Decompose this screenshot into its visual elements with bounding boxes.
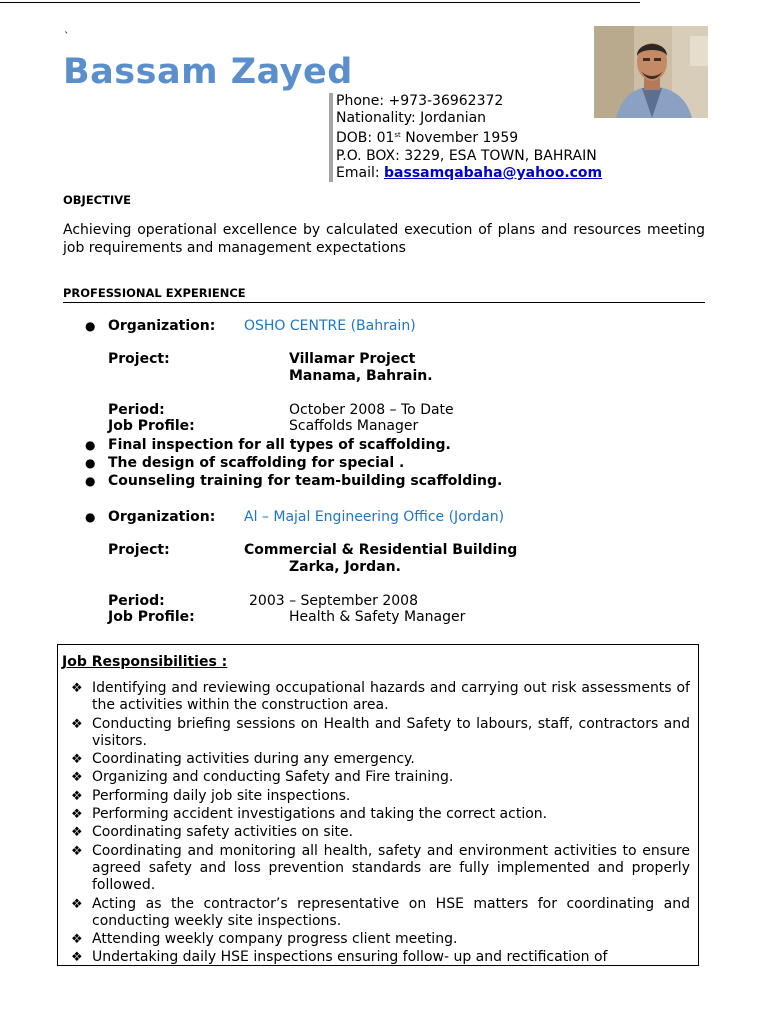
project-label: Project: [108,542,170,558]
diamond-bullet-icon: ❖ [71,932,83,948]
email-line [336,165,602,182]
top-rule [0,2,640,3]
objective-heading: OBJECTIVE [63,193,131,207]
responsibilities-box [57,644,699,966]
bullet-icon: ● [85,456,96,470]
list-item-text: Coordinating and monitoring all health, safety and environment activities to ensure agreed safety and loss prevention standards are fully implemented and properly followed. [92,842,690,894]
task-item: The design of scaffolding for special . [108,455,405,471]
period-value: October 2008 – To Date [289,402,454,418]
list-item-text: Performing accident investigations and taking the correct action. [92,806,548,823]
list-item [58,680,698,715]
responsibilities-list [58,680,698,966]
project-label: Project: [108,351,170,367]
list-item [58,931,698,948]
project-location: Manama, Bahrain. [289,368,433,384]
project-name: Commercial & Residential Building [244,542,518,558]
nationality: Nationality: Jordanian [336,110,487,127]
list-item [58,769,698,786]
diamond-bullet-icon: ❖ [71,770,83,786]
dob-prefix: DOB: 01 [336,130,395,147]
diamond-bullet-icon: ❖ [71,681,83,696]
list-item-text: Identifying and reviewing occupational hazards and carrying out risk assessments of the activities within the construction area. [92,680,690,714]
bullet-icon: ● [85,438,96,452]
list-item [58,824,698,841]
phone: Phone: +973-36962372 [336,93,504,109]
list-item [58,806,698,823]
list-item-text: Conducting briefing sessions on Health and Safety to labours, staff, contractors and visitors. [92,715,690,749]
org-name: Al – Majal Engineering Office (Jordan) [244,509,505,525]
objective-text: Achieving operational excellence by calculated execution of plans and resources meeting job requirements and management expectations [63,222,705,256]
list-item [58,949,698,966]
diamond-bullet-icon: ❖ [71,752,83,768]
bullet-icon: ● [85,319,96,333]
list-item-text: Attending weekly company progress client meeting. [92,931,458,948]
list-item-text: Coordinating safety activities on site. [92,824,354,841]
portrait-photo [594,26,708,118]
diamond-bullet-icon: ❖ [71,896,83,912]
diamond-bullet-icon: ❖ [71,807,83,823]
period-label: Period: [108,593,165,609]
email-link[interactable]: bassamqabaha@yahoo.com [384,164,603,181]
task-item: Counseling training for team-building scaffolding. [108,473,503,489]
period-label: Period: [108,402,165,418]
date-of-birth [336,127,602,147]
org-label: Organization: [108,318,216,334]
stray-mark: ` [64,30,70,43]
diamond-bullet-icon: ❖ [71,716,83,732]
task-item: Final inspection for all types of scaffolding. [108,437,451,453]
profile-value: Health & Safety Manager [289,609,466,625]
list-item [58,751,698,768]
bullet-icon: ● [85,474,96,488]
profile-value: Scaffolds Manager [289,418,419,434]
list-item [58,716,698,751]
list-item [58,896,698,931]
profile-label: Job Profile: [108,418,195,434]
list-item-text: Undertaking daily HSE inspections ensuring follow- up and rectification of [92,949,608,966]
org-name: OSHO CENTRE (Bahrain) [244,318,416,334]
list-item-text: Acting as the contractor’s representative on HSE matters for coordinating and conducting weekly site inspections. [92,895,690,929]
list-item [58,788,698,805]
diamond-bullet-icon: ❖ [71,843,83,859]
contact-block [329,93,602,182]
po-box: P.O. BOX: 3229, ESA TOWN, BAHRAIN [336,147,597,164]
bullet-icon: ● [85,510,96,524]
section-rule [63,302,705,303]
project-name: Villamar Project [289,351,416,367]
list-item [58,843,698,895]
responsibilities-title: Job Responsibilities : [62,654,228,670]
org-label: Organization: [108,509,216,525]
list-item-text: Performing daily job site inspections. [92,787,351,804]
diamond-bullet-icon: ❖ [71,825,83,841]
project-location: Zarka, Jordan. [289,559,401,575]
list-item-text: Organizing and conducting Safety and Fire training. [92,769,454,786]
dob-suffix: November 1959 [400,130,519,147]
list-item-text: Coordinating activities during any emergency. [92,751,415,768]
experience-heading: PROFESSIONAL EXPERIENCE [63,286,246,300]
email-label: Email: [336,164,385,181]
dob-ordinal: st [394,131,401,140]
profile-label: Job Profile: [108,609,195,625]
diamond-bullet-icon: ❖ [71,788,83,804]
period-value: 2003 – September 2008 [249,593,418,609]
diamond-bullet-icon: ❖ [71,950,83,966]
candidate-name: Bassam Zayed [63,52,353,92]
